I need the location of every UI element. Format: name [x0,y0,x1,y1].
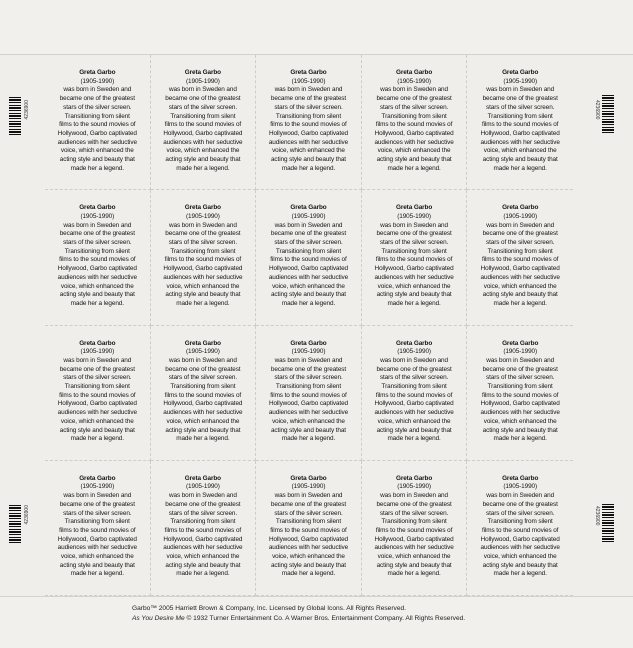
stamp-line: stars of the silver screen. [168,103,238,111]
stamp-line: Hollywood, Garbo captivated [268,400,348,408]
stamp-line: voice, which enhanced the [60,282,134,290]
stamp-name: Greta Garbo [184,204,221,212]
stamp-line: voice, which enhanced the [377,282,451,290]
stamp-line: stars of the silver screen. [379,239,449,247]
stamp-text [49,204,146,308]
stamp-line: films to the sound movies of [481,256,559,264]
top-selvage [0,0,633,55]
stamp-line: acting style and beauty that [59,426,135,434]
stamp-line: made her a legend. [493,164,547,172]
stamp-line: was born in Sweden and [486,221,555,229]
stamp-line: Transitioning from silent [487,383,553,391]
stamp-line: stars of the silver screen. [63,509,132,517]
stamp-cell [467,55,573,190]
stamp-line: voice, which enhanced the [60,417,134,425]
stamp-line: was born in Sweden and [486,492,555,500]
stamp-line: was born in Sweden and [63,221,132,229]
stamp-line: made her a legend. [70,299,124,307]
stamp-line: voice, which enhanced the [166,417,240,425]
stamp-name: Greta Garbo [290,339,327,347]
stamp-line: Transitioning from silent [64,247,130,255]
stamp-text [366,340,463,444]
stamp-line: voice, which enhanced the [272,553,345,561]
stamp-text [471,340,569,444]
stamp-line: audiences with her seductive [374,544,454,552]
stamp-line: Hollywood, Garbo captivated [480,129,560,137]
stamp-line: became one of the greatest [270,95,347,103]
stamp-name: Greta Garbo [79,339,116,347]
stamp-line: was born in Sweden and [168,221,237,229]
stamp-line: Hollywood, Garbo captivated [163,400,243,408]
stamp-line: stars of the silver screen. [486,103,555,111]
stamp-line: voice, which enhanced the [272,147,345,155]
stamp-line: audiences with her seductive [163,409,243,417]
stamp-line: films to the sound movies of [270,121,347,129]
stamp-line: voice, which enhanced the [483,417,557,425]
stamp-line: acting style and beauty that [376,561,452,569]
stamp-line: Hollywood, Garbo captivated [374,400,454,408]
stamp-line: Transitioning from silent [64,383,130,391]
stamp-line: films to the sound movies of [375,121,453,129]
stamp-line: stars of the silver screen. [379,509,449,517]
stamp-text [471,69,569,173]
stamp-line: became one of the greatest [165,500,241,508]
stamp-line: became one of the greatest [482,365,558,373]
stamp-line: films to the sound movies of [375,526,453,534]
stamp-line: stars of the silver screen. [379,103,449,111]
stamp-line: audiences with her seductive [57,273,137,281]
stamp-dates: (1905-1990) [186,212,220,220]
stamp-line: made her a legend. [387,299,441,307]
stamp-text [49,475,146,579]
stamp-line: became one of the greatest [376,230,452,238]
stamp-line: audiences with her seductive [268,544,349,552]
stamp-text [366,69,463,173]
stamp-line: films to the sound movies of [164,256,242,264]
stamp-line: stars of the silver screen. [379,374,449,382]
stamp-line: Hollywood, Garbo captivated [374,535,454,543]
stamp-line: films to the sound movies of [270,256,347,264]
stamp-line: became one of the greatest [270,500,347,508]
stamp-dates: (1905-1990) [80,483,115,491]
stamp-line: was born in Sweden and [274,492,343,500]
stamp-line: stars of the silver screen. [168,509,238,517]
stamp-dates: (1905-1990) [291,77,326,85]
stamp-dates: (1905-1990) [186,348,220,356]
stamp-line: acting style and beauty that [165,561,241,569]
stamp-dates: (1905-1990) [397,77,431,85]
stamp-name: Greta Garbo [79,69,116,76]
stamp-line: acting style and beauty that [165,156,241,164]
stamp-dates: (1905-1990) [186,77,220,85]
stamp-dates: (1905-1990) [80,348,115,356]
stamp-line: was born in Sweden and [486,356,555,364]
stamp-line: audiences with her seductive [268,138,349,146]
stamp-line: audiences with her seductive [480,273,560,281]
stamp-line: audiences with her seductive [163,138,243,146]
barcode-label-left-top: 4236900 [24,100,30,120]
barcode-left-bottom [9,505,21,543]
stamp-text [155,204,252,308]
stamp-line: was born in Sweden and [380,356,448,364]
stamp-name: Greta Garbo [79,474,116,482]
stamp-cell [151,190,257,325]
film-title: As You Desire Me [132,615,185,622]
stamp-line: films to the sound movies of [270,391,347,399]
stamp-line: audiences with her seductive [57,544,137,552]
stamp-line: became one of the greatest [482,95,558,103]
stamp-line: was born in Sweden and [380,86,448,94]
stamp-cell [151,55,257,190]
stamp-line: made her a legend. [281,570,336,578]
stamp-line: Hollywood, Garbo captivated [480,265,560,273]
stamp-dates: (1905-1990) [291,348,326,356]
stamp-line: made her a legend. [176,299,230,307]
stamp-line: stars of the silver screen. [274,239,343,247]
stamp-text [155,475,252,579]
stamp-dates: (1905-1990) [503,212,538,220]
stamp-cell [467,461,573,596]
stamp-line: Hollywood, Garbo captivated [480,400,560,408]
stamp-line: became one of the greatest [165,230,241,238]
stamp-text [260,204,357,308]
stamp-line: became one of the greatest [165,365,241,373]
stamp-line: acting style and beauty that [165,291,241,299]
stamp-line: became one of the greatest [165,95,241,103]
stamp-line: Hollywood, Garbo captivated [374,265,454,273]
stamp-name: Greta Garbo [395,474,433,482]
stamp-line: made her a legend. [176,164,230,172]
stamp-line: made her a legend. [387,570,441,578]
stamp-line: Hollywood, Garbo captivated [480,535,560,543]
stamp-line: stars of the silver screen. [168,239,238,247]
stamp-line: films to the sound movies of [481,526,559,534]
stamp-line: was born in Sweden and [380,492,448,500]
stamp-line: films to the sound movies of [164,526,242,534]
stamp-line: was born in Sweden and [486,86,555,94]
stamp-name: Greta Garbo [395,69,433,76]
stamp-line: made her a legend. [70,164,124,172]
stamp-line: Transitioning from silent [64,518,130,526]
stamp-line: audiences with her seductive [268,409,349,417]
stamp-name: Greta Garbo [395,204,433,212]
stamp-line: became one of the greatest [59,500,135,508]
stamp-line: Transitioning from silent [170,247,236,255]
stamp-name: Greta Garbo [395,339,433,347]
stamp-text [471,475,569,579]
stamp-name: Greta Garbo [502,474,539,482]
copyright-line-2 [132,614,465,624]
stamp-dates: (1905-1990) [291,483,326,491]
stamp-line: became one of the greatest [376,500,452,508]
stamp-line: films to the sound movies of [164,121,242,129]
stamp-line: made her a legend. [387,164,441,172]
stamp-line: stars of the silver screen. [274,103,343,111]
stamp-text [366,475,463,579]
stamp-name: Greta Garbo [290,474,327,482]
barcode-right-bottom [602,504,614,542]
stamp-line: was born in Sweden and [63,86,132,94]
stamp-line: films to the sound movies of [375,256,453,264]
stamp-dates: (1905-1990) [397,348,431,356]
stamp-cell [256,55,362,190]
stamp-line: made her a legend. [281,435,336,443]
stamp-line: stars of the silver screen. [63,239,132,247]
stamp-line: Hollywood, Garbo captivated [374,129,454,137]
stamp-text [155,340,252,444]
stamp-line: acting style and beauty that [59,156,135,164]
stamp-line: acting style and beauty that [59,291,135,299]
stamp-line: films to the sound movies of [164,391,242,399]
stamp-line: Transitioning from silent [381,383,447,391]
stamp-line: became one of the greatest [376,95,452,103]
stamp-line: audiences with her seductive [268,273,349,281]
stamp-line: films to the sound movies of [59,526,136,534]
stamp-line: voice, which enhanced the [272,282,345,290]
stamp-line: Hollywood, Garbo captivated [268,535,348,543]
stamp-line: was born in Sweden and [274,221,343,229]
stamp-line: acting style and beauty that [482,291,558,299]
stamp-cell [362,55,468,190]
barcode-right-top [602,95,614,133]
barcode-label-left-bottom: 4236900 [24,505,30,525]
stamp-cell [256,461,362,596]
stamp-line: Hollywood, Garbo captivated [57,535,137,543]
stamp-line: audiences with her seductive [163,273,243,281]
stamp-line: stars of the silver screen. [274,509,343,517]
stamp-dates: (1905-1990) [397,483,431,491]
stamp-line: made her a legend. [281,164,336,172]
stamp-line: was born in Sweden and [168,356,237,364]
stamp-line: made her a legend. [281,299,336,307]
copyright-line-2-rest: © 1932 Turner Entertainment Co. A Warner Bros. Entertainment Company. All Rights Reserved. [184,615,466,622]
stamp-line: Hollywood, Garbo captivated [163,535,243,543]
stamp-line: films to the sound movies of [375,391,453,399]
stamp-line: audiences with her seductive [163,544,243,552]
stamp-line: became one of the greatest [59,230,135,238]
stamp-line: Transitioning from silent [170,112,236,120]
stamp-line: Hollywood, Garbo captivated [268,129,348,137]
stamp-line: acting style and beauty that [376,156,452,164]
stamp-cell [362,461,468,596]
stamp-line: acting style and beauty that [165,426,241,434]
stamp-line: Transitioning from silent [275,383,342,391]
stamp-cell [45,461,151,596]
stamp-text [260,69,357,173]
stamp-line: became one of the greatest [482,500,558,508]
stamp-dates: (1905-1990) [80,77,115,85]
stamp-line: voice, which enhanced the [483,147,557,155]
stamp-line: audiences with her seductive [480,544,560,552]
stamp-line: audiences with her seductive [480,409,560,417]
stamp-line: Transitioning from silent [381,112,447,120]
stamp-line: Transitioning from silent [381,518,447,526]
stamp-line: made her a legend. [387,435,441,443]
stamp-dates: (1905-1990) [291,212,326,220]
stamp-line: Hollywood, Garbo captivated [57,265,137,273]
stamp-line: voice, which enhanced the [166,553,240,561]
stamp-cell [362,326,468,461]
stamp-line: voice, which enhanced the [483,553,557,561]
stamp-line: acting style and beauty that [482,426,558,434]
stamp-line: became one of the greatest [59,365,135,373]
stamp-cell [467,326,573,461]
stamp-text [366,204,463,308]
stamp-line: made her a legend. [493,435,547,443]
stamp-dates: (1905-1990) [503,348,538,356]
stamp-line: voice, which enhanced the [166,282,240,290]
stamp-line: voice, which enhanced the [166,147,240,155]
stamp-cell [45,55,151,190]
stamp-line: films to the sound movies of [270,526,347,534]
stamp-line: films to the sound movies of [59,121,136,129]
stamp-line: acting style and beauty that [59,561,135,569]
stamp-line: audiences with her seductive [480,138,560,146]
stamp-line: Transitioning from silent [487,518,553,526]
stamp-line: Transitioning from silent [170,518,236,526]
stamp-line: audiences with her seductive [57,138,137,146]
stamp-dates: (1905-1990) [503,77,538,85]
stamp-line: stars of the silver screen. [486,239,555,247]
stamp-dates: (1905-1990) [503,483,538,491]
stamp-line: acting style and beauty that [376,291,452,299]
stamp-line: made her a legend. [176,570,230,578]
barcode-label-right-bottom: 4236900 [594,506,600,526]
stamp-line: was born in Sweden and [168,492,237,500]
stamp-line: acting style and beauty that [482,156,558,164]
stamp-line: was born in Sweden and [168,86,237,94]
stamp-line: Hollywood, Garbo captivated [57,400,137,408]
stamp-line: Transitioning from silent [64,112,130,120]
stamp-line: made her a legend. [493,299,547,307]
stamp-name: Greta Garbo [184,69,221,76]
stamp-text [471,204,569,308]
stamp-grid [45,55,573,596]
stamp-name: Greta Garbo [502,204,539,212]
stamp-line: was born in Sweden and [380,221,448,229]
stamp-line: Hollywood, Garbo captivated [163,265,243,273]
stamp-line: voice, which enhanced the [377,417,451,425]
stamp-name: Greta Garbo [79,204,116,212]
stamp-name: Greta Garbo [290,69,327,76]
stamp-dates: (1905-1990) [397,212,431,220]
stamp-line: voice, which enhanced the [377,147,451,155]
stamp-dates: (1905-1990) [80,212,115,220]
stamp-name: Greta Garbo [290,204,327,212]
barcode-left-top [9,97,21,135]
stamp-line: became one of the greatest [376,365,452,373]
stamp-line: Hollywood, Garbo captivated [163,129,243,137]
stamp-text [49,69,146,173]
stamp-line: voice, which enhanced the [272,417,345,425]
stamp-line: stars of the silver screen. [274,374,343,382]
stamp-text [49,340,146,444]
stamp-line: voice, which enhanced the [60,553,134,561]
stamp-line: was born in Sweden and [274,86,343,94]
stamp-cell [467,190,573,325]
stamp-line: films to the sound movies of [59,391,136,399]
stamp-line: films to the sound movies of [481,391,559,399]
stamp-line: acting style and beauty that [270,156,346,164]
stamp-name: Greta Garbo [184,474,221,482]
stamp-cell [151,461,257,596]
stamp-line: audiences with her seductive [374,138,454,146]
stamp-line: was born in Sweden and [274,356,343,364]
stamp-line: Transitioning from silent [275,518,342,526]
stamp-line: films to the sound movies of [481,121,559,129]
stamp-cell [256,326,362,461]
stamp-line: audiences with her seductive [374,273,454,281]
stamp-line: was born in Sweden and [63,356,132,364]
stamp-line: stars of the silver screen. [63,374,132,382]
stamp-line: Transitioning from silent [170,383,236,391]
stamp-name: Greta Garbo [502,69,539,76]
stamp-line: stars of the silver screen. [63,103,132,111]
stamp-cell [151,326,257,461]
stamp-line: Transitioning from silent [487,247,553,255]
stamp-dates: (1905-1990) [186,483,220,491]
stamp-line: acting style and beauty that [482,561,558,569]
stamp-line: became one of the greatest [270,365,347,373]
stamp-cell [256,190,362,325]
copyright-footer [132,604,465,624]
stamp-line: made her a legend. [493,570,547,578]
stamp-line: acting style and beauty that [270,291,346,299]
stamp-line: films to the sound movies of [59,256,136,264]
stamp-line: Hollywood, Garbo captivated [57,129,137,137]
stamp-name: Greta Garbo [502,339,539,347]
stamp-cell [45,190,151,325]
stamp-line: voice, which enhanced the [60,147,134,155]
stamp-line: Hollywood, Garbo captivated [268,265,348,273]
stamp-cell [45,326,151,461]
stamp-text [260,340,357,444]
stamp-line: became one of the greatest [482,230,558,238]
stamp-cell [362,190,468,325]
barcode-label-right-top: 4236900 [594,100,600,120]
stamp-line: voice, which enhanced the [483,282,557,290]
stamp-line: acting style and beauty that [270,426,346,434]
stamp-line: stars of the silver screen. [486,509,555,517]
stamp-line: voice, which enhanced the [377,553,451,561]
stamp-line: was born in Sweden and [63,492,132,500]
stamp-line: acting style and beauty that [270,561,346,569]
stamp-name: Greta Garbo [184,339,221,347]
stamp-line: Transitioning from silent [381,247,447,255]
stamp-line: stars of the silver screen. [168,374,238,382]
stamp-line: stars of the silver screen. [486,374,555,382]
stamp-line: acting style and beauty that [376,426,452,434]
stamp-text [155,69,252,173]
stamp-line: Transitioning from silent [487,112,553,120]
stamp-line: made her a legend. [70,570,124,578]
stamp-line: became one of the greatest [270,230,347,238]
stamp-line: Transitioning from silent [275,247,342,255]
copyright-line-1: Garbo™ 2005 Harriett Brown & Company, Inc. Licensed by Global Icons. All Rights Reserved. [132,605,407,612]
stamp-line: made her a legend. [70,435,124,443]
stamp-line: audiences with her seductive [57,409,137,417]
stamp-line: audiences with her seductive [374,409,454,417]
stamp-line: became one of the greatest [59,95,135,103]
stamp-line: Transitioning from silent [275,112,342,120]
stamp-text [260,475,357,579]
stamp-line: made her a legend. [176,435,230,443]
